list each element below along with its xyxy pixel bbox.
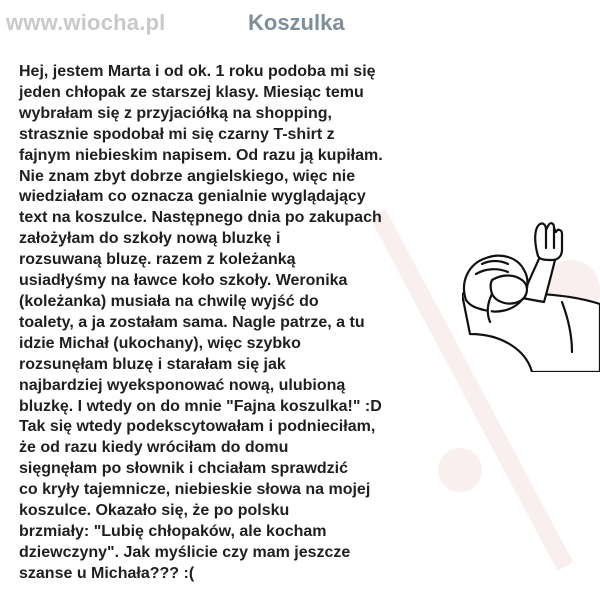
story-line: usiadłyśmy na ławce koło szkoły. Weronika — [19, 272, 348, 290]
story-line: założyłam do szkoły nową bluzkę i — [19, 230, 281, 248]
story-line: fajnym niebieskim napisem. Od razu ją kupiłam. — [19, 146, 383, 164]
story-line: koszulce. Okazało się, że po polsku — [19, 502, 290, 520]
story-line: rozsuwaną bluzę. razem z koleżanką — [19, 251, 296, 269]
story-line: wybrałam się z przyjaciółką na shopping, — [19, 104, 332, 122]
story-line: Hej, jestem Marta i od ok. 1 roku podoba mi się — [19, 63, 376, 80]
story-line: jeden chłopak ze starszej klasy. Miesiąc temu — [19, 83, 364, 101]
story-line: (koleżanka) musiała na chwilę wyjść do — [19, 292, 319, 310]
story-line: dziewczyny". Jak myślicie czy mam jeszcze — [19, 543, 351, 561]
story-line: idzie Michał (ukochany), więc szybko — [19, 334, 301, 352]
story-line: że od razu kiedy wróciłam do domu — [19, 439, 289, 457]
story-line: strasznie spodobał mi się czarny T-shirt z — [19, 125, 335, 143]
story-line: Nie znam zbyt dobrze angielskiego, więc nie — [19, 167, 356, 185]
facepalm-meme-icon — [462, 222, 600, 372]
story-line: brzmiały: "Lubię chłopaków, ale kocham — [19, 522, 327, 540]
story-line: sięgnęłam po słownik i chciałam sprawdzić — [19, 460, 348, 478]
story-line: text na koszulce. Następnego dnia po zakupach — [19, 209, 382, 227]
story-line: Tak się wtedy podekscytowałam i podnieciłam, — [19, 418, 376, 436]
story-line: wiedziałam co oznacza genialnie wyglądający — [19, 188, 366, 206]
story-line: bluzkę. I wtedy on do mnie "Fajna koszulka!" :D — [19, 397, 382, 415]
story-line: co kryły tajemnicze, niebieskie słowa na mojej — [19, 481, 371, 499]
story-line: szanse u Michała??? :( — [19, 564, 195, 582]
story-line: toalety, a ja zostałam sama. Nagle patrze, a tu — [19, 313, 365, 331]
story-text — [19, 62, 414, 585]
page-title: Koszulka — [248, 10, 345, 35]
story-line: rozsunęłam bluzę i starałam się jak — [19, 355, 286, 373]
story-line: najbardziej wyeksponować nową, ulubioną — [19, 376, 346, 394]
site-watermark-logo: www.wiocha.pl — [6, 10, 166, 35]
